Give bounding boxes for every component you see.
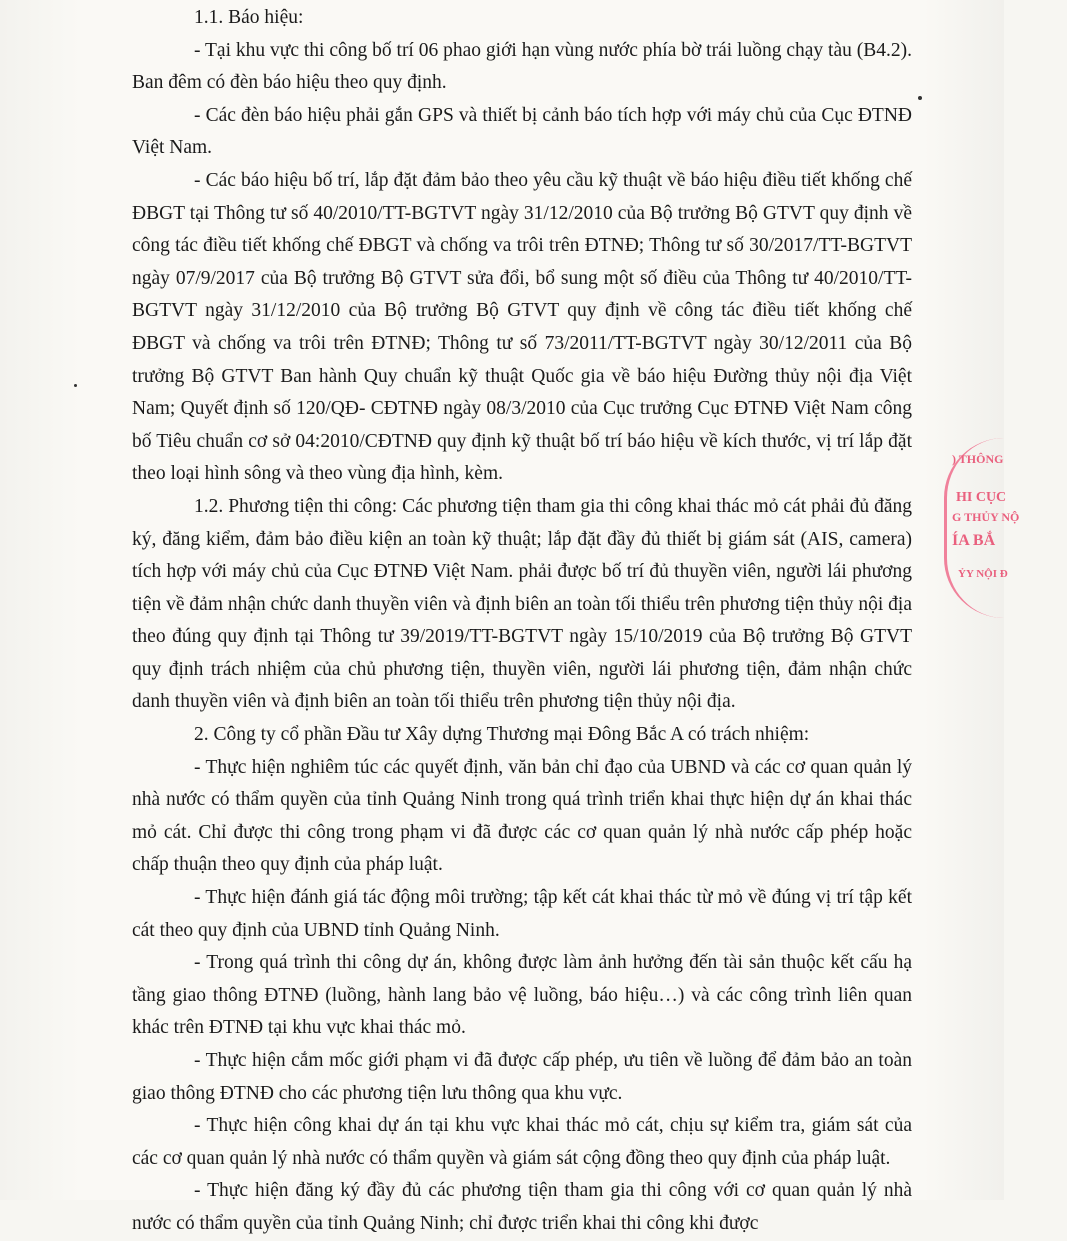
red-seal-stamp (944, 438, 1034, 618)
document-body (132, 2, 912, 1241)
scan-speck (74, 384, 77, 387)
stamp-text: G THỦY NỘ (952, 510, 1020, 524)
paragraph: - Các đèn báo hiệu phải gắn GPS và thiết bị cảnh báo tích hợp với máy chủ của Cục ĐTNĐ Việt Nam. (132, 104, 912, 159)
stamp-text: HI CỤC (956, 490, 1007, 505)
paragraph: - Thực hiện công khai dự án tại khu vực khai thác mỏ cát, chịu sự kiểm tra, giám sát của các cơ quan quản lý nhà nước có thẩm quyền và giám sát cộng đồng theo quy định của pháp luật. (132, 1115, 912, 1169)
paragraph: 2. Công ty cổ phần Đầu tư Xây dựng Thương mại Đông Bắc A có trách nhiệm: (194, 724, 810, 746)
paragraph: - Các báo hiệu bố trí, lắp đặt đảm bảo theo yêu cầu kỹ thuật về báo hiệu điều tiết khống chế ĐBGT tại Thông tư số 40/2010/TT-BGTVT ngày 31/12/2010 của Bộ trưởng Bộ GTVT quy định về công tác điều tiết khống chế ĐBGT và chống va trôi trên ĐTNĐ; Thông tư số 30/2017/TT-BGTVT ngày 07/9/2017 của Bộ trưởng Bộ GTVT sửa đổi, bổ sung một số điều của Thông tư 40/2010/TT-BGTVT ngày 31/12/2010 của Bộ trưởng Bộ GTVT quy định về công tác điều tiết khống chế ĐBGT và chống va trôi trên ĐTNĐ; Thông tư số 73/2011/TT-BGTVT ngày 30/12/2011 của Bộ trưởng Bộ GTVT Ban hành Quy chuẩn kỹ thuật Quốc gia về báo hiệu Đường thủy nội địa Việt Nam; Quyết định số 120/QĐ- CĐTNĐ ngày 08/3/2010 của Cục trưởng Cục ĐTNĐ Việt Nam công bố Tiêu chuẩn cơ sở 04:2010/CĐTNĐ quy định kỹ thuật bố trí báo hiệu về kích thước, vị trí lắp đặt theo loại hình sông và theo vùng địa hình, kèm. (132, 169, 912, 485)
section-heading: 1.1. Báo hiệu: (194, 7, 304, 28)
scan-speck (918, 96, 922, 100)
paragraph: - Thực hiện đăng ký đầy đủ các phương tiện tham gia thi công với cơ quan quản lý nhà nước có thẩm quyền của tỉnh Quảng Ninh; chỉ được triển khai thi công khi được (132, 1180, 912, 1234)
paragraph: - Thực hiện nghiêm túc các quyết định, văn bản chỉ đạo của UBND và các cơ quan quản lý nhà nước có thẩm quyền của tỉnh Quảng Ninh trong quá trình triển khai thực hiện dự án khai thác mỏ cát. Chỉ được thi công trong phạm vi đã được các cơ quan quản lý nhà nước cấp phép hoặc chấp thuận theo quy định của pháp luật. (132, 756, 912, 876)
stamp-text: ỶY NỘI Đ (958, 568, 1008, 580)
paragraph: - Thực hiện đánh giá tác động môi trường; tập kết cát khai thác từ mỏ về đúng vị trí tập kết cát theo quy định của UBND tỉnh Quảng Ninh. (132, 887, 912, 941)
stamp-text: ÍA BẮ (952, 532, 996, 549)
paragraph: - Trong quá trình thi công dự án, không được làm ảnh hưởng đến tài sản thuộc kết cấu hạ tầng giao thông ĐTNĐ (luồng, hành lang bảo vệ luồng, báo hiệu…) và các công trình liên quan khác trên ĐTNĐ tại khu vực khai thác mỏ. (132, 952, 912, 1039)
paragraph: - Thực hiện cắm mốc giới phạm vi đã được cấp phép, ưu tiên về luồng để đảm bảo an toàn giao thông ĐTNĐ cho các phương tiện lưu thông qua khu vực. (132, 1050, 912, 1104)
stamp-text: ) THÔNG (952, 452, 1004, 466)
paragraph: 1.2. Phương tiện thi công: Các phương tiện tham gia thi công khai thác mỏ cát phải đủ đăng ký, đăng kiểm, đảm bảo điều kiện an toàn kỹ thuật; lắp đặt đầy đủ thiết bị giám sát (AIS, camera) tích hợp với máy chủ của Cục ĐTNĐ Việt Nam. phải được bố trí đủ thuyền viên, người lái phương tiện về đảm nhận chức danh thuyền viên và định biên an toàn tối thiểu trên phương tiện thủy nội địa theo đúng quy định tại Thông tư 39/2019/TT-BGTVT ngày 15/10/2019 của Bộ trưởng Bộ GTVT quy định trách nhiệm của chủ phương tiện, thuyền viên, người lái phương tiện, đảm nhận chức danh thuyền viên và định biên an toàn tối thiểu trên phương tiện thủy nội địa. (132, 495, 912, 713)
paragraph: - Tại khu vực thi công bố trí 06 phao giới hạn vùng nước phía bờ trái luồng chạy tàu (B4.2). Ban đêm có đèn báo hiệu theo quy định. (132, 39, 912, 94)
